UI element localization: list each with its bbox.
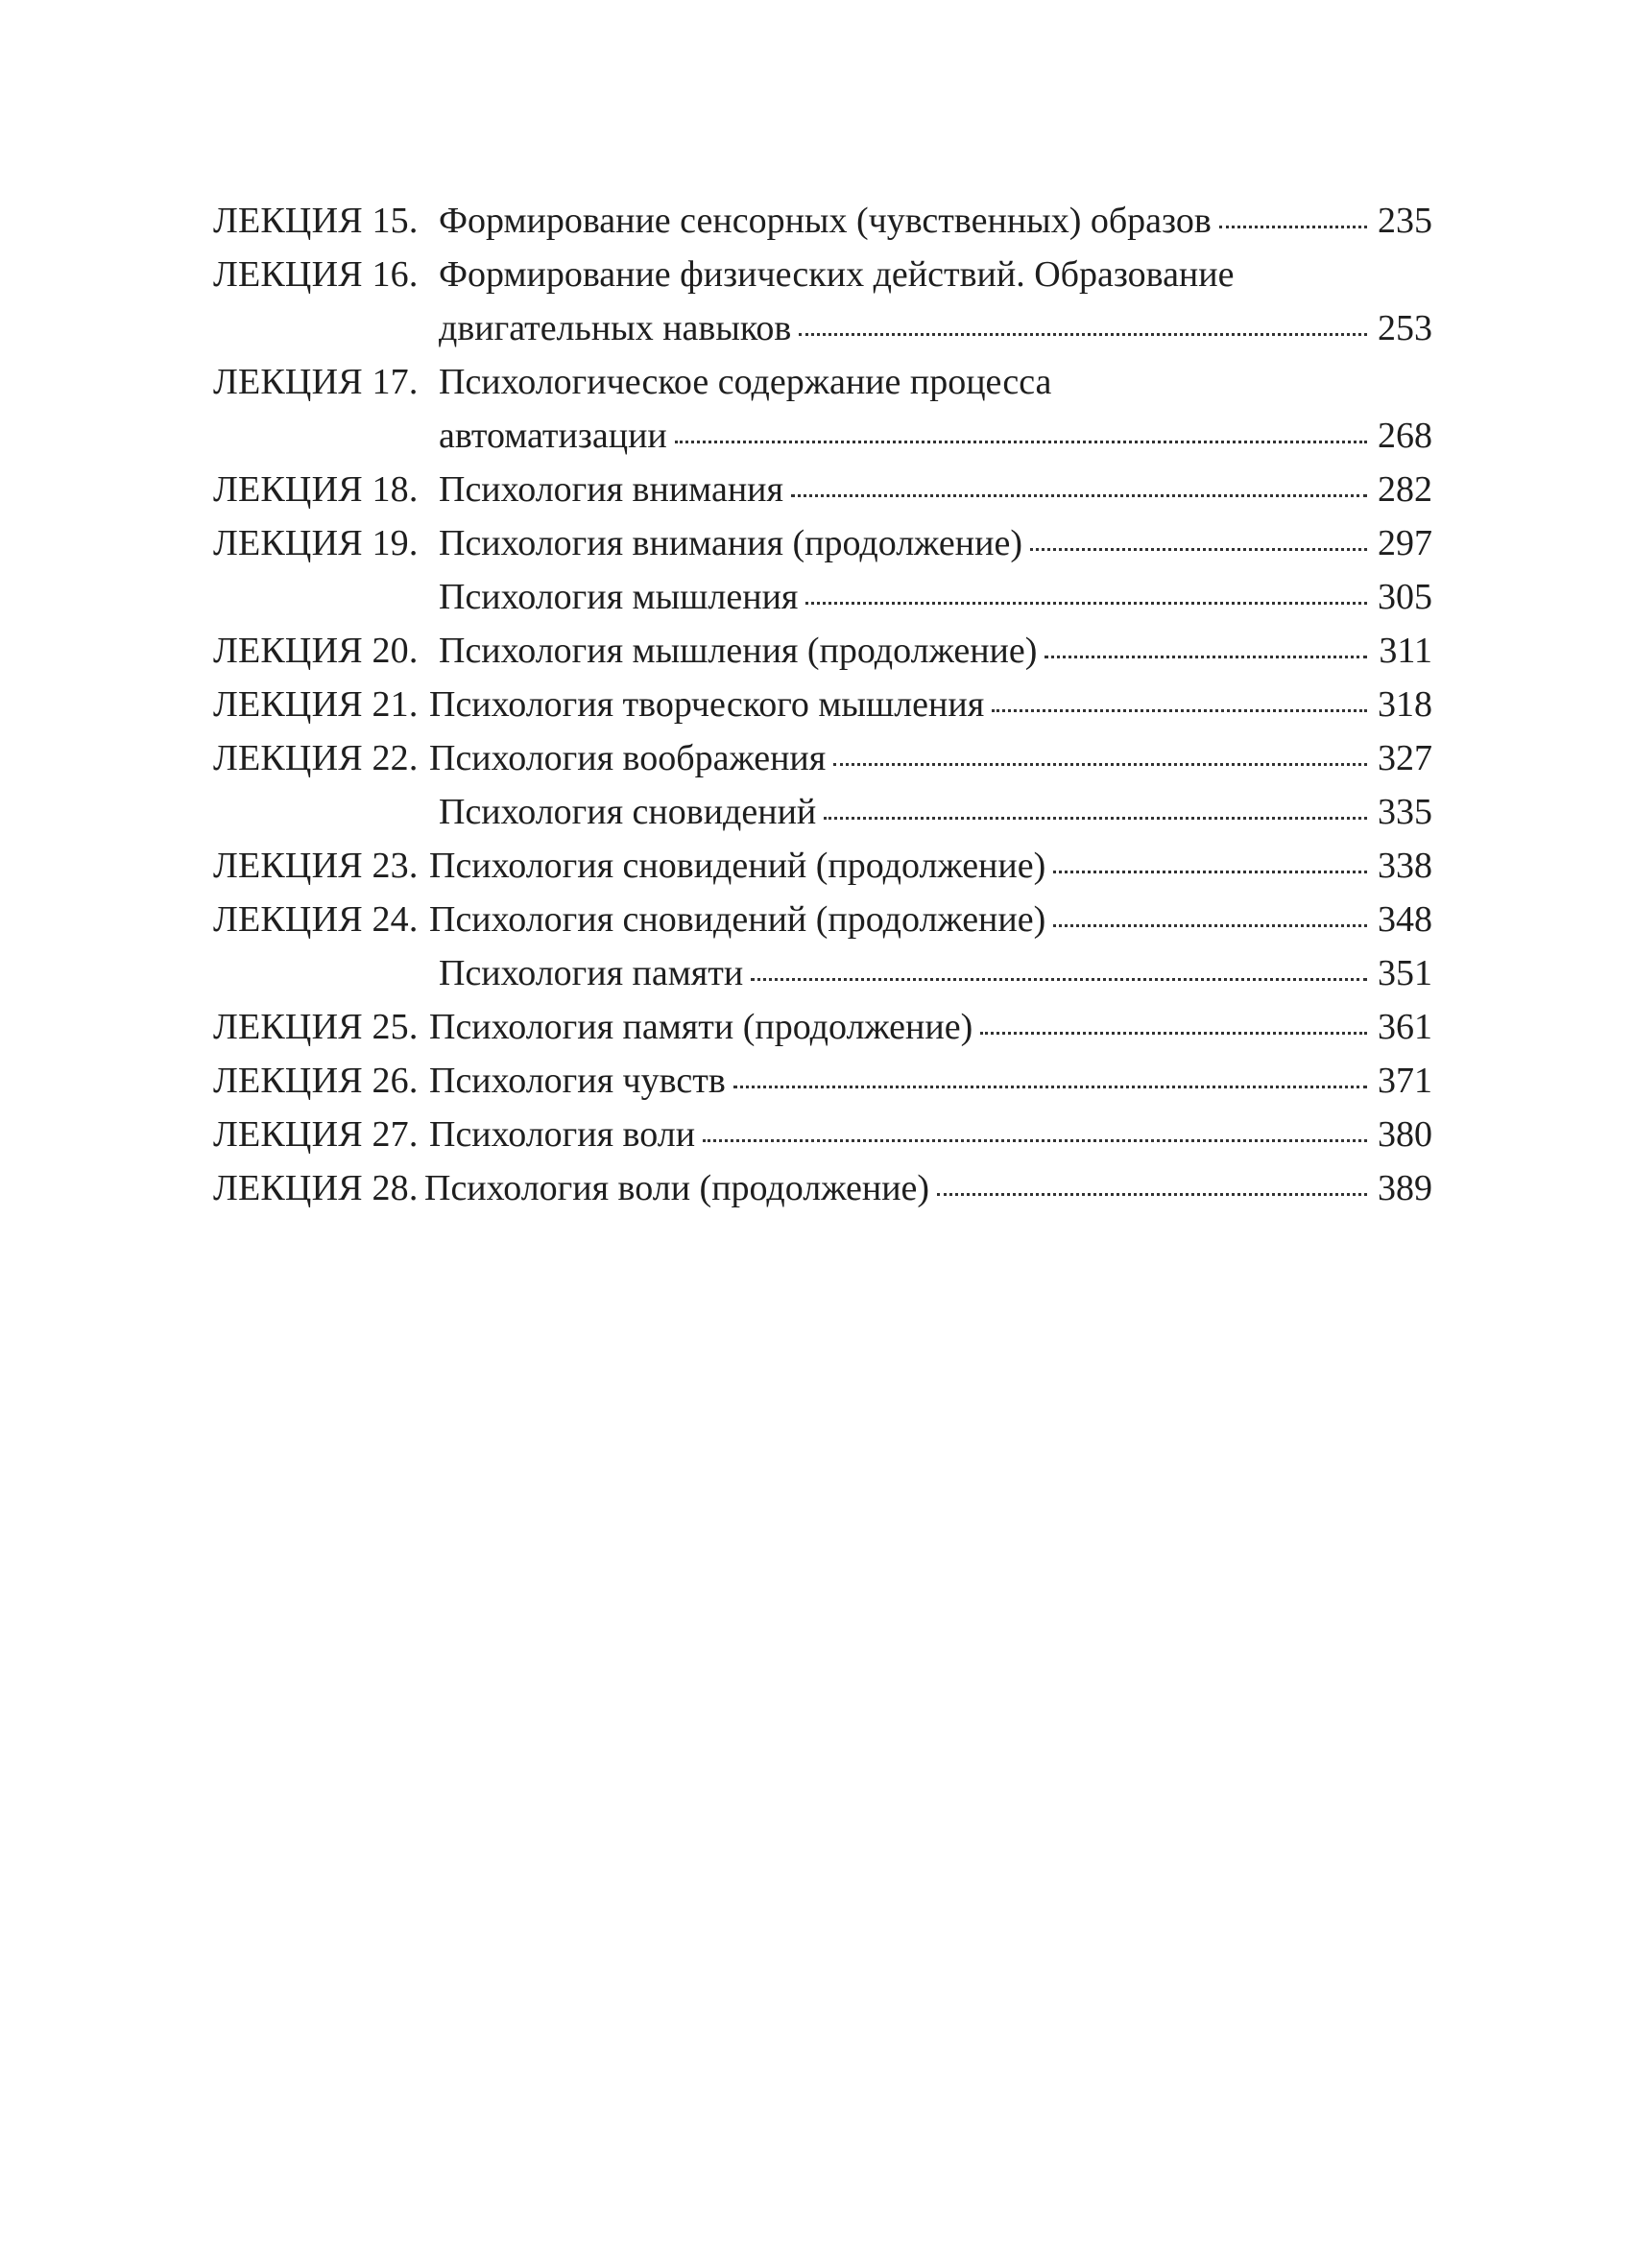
dot-leader xyxy=(1030,548,1367,551)
dot-leader xyxy=(733,1086,1367,1088)
page-number: 380 xyxy=(1378,1114,1432,1155)
entry-title-continued: двигательных навыков xyxy=(439,308,792,348)
page-number: 305 xyxy=(1378,577,1432,617)
page-number: 253 xyxy=(1378,308,1432,348)
lecture-label: ЛЕКЦИЯ 20. xyxy=(213,631,419,671)
entry-title: Психология сновидений xyxy=(439,792,817,832)
dot-leader xyxy=(992,709,1367,712)
toc-entry-continuation[interactable] xyxy=(213,409,1432,463)
lecture-label: ЛЕКЦИЯ 23. xyxy=(213,846,419,886)
dot-leader xyxy=(833,763,1367,766)
lecture-label: ЛЕКЦИЯ 26. xyxy=(213,1061,419,1101)
page-number: 361 xyxy=(1378,1007,1432,1047)
toc-entry[interactable] xyxy=(213,1054,1432,1108)
toc-entry[interactable] xyxy=(213,355,1432,409)
page-number: 371 xyxy=(1378,1061,1432,1101)
entry-title: Психология внимания (продолжение) xyxy=(439,523,1022,563)
toc-entry[interactable] xyxy=(213,194,1432,248)
entry-title: Психология воображения xyxy=(429,738,827,778)
dot-leader xyxy=(824,817,1367,820)
lecture-label: ЛЕКЦИЯ 18. xyxy=(213,469,419,510)
page-number: 297 xyxy=(1378,523,1432,563)
dot-leader xyxy=(1053,924,1367,927)
lecture-label: ЛЕКЦИЯ 27. xyxy=(213,1114,419,1155)
dot-leader xyxy=(1045,656,1367,658)
entry-title: Психология памяти xyxy=(439,953,744,993)
entry-title: Формирование физических действий. Образование xyxy=(439,254,1235,295)
toc-entry[interactable] xyxy=(213,839,1432,893)
toc-entry[interactable] xyxy=(213,678,1432,731)
dot-leader xyxy=(937,1193,1367,1196)
page-number: 318 xyxy=(1378,684,1432,725)
lecture-label: ЛЕКЦИЯ 25. xyxy=(213,1007,419,1047)
entry-title: Психология сновидений (продолжение) xyxy=(429,899,1046,940)
page-number: 351 xyxy=(1378,953,1432,993)
lecture-label: ЛЕКЦИЯ 28. xyxy=(213,1168,419,1208)
entry-title: Психологическое содержание процесса xyxy=(439,362,1052,402)
page-number: 335 xyxy=(1378,792,1432,832)
entry-title: Психология внимания xyxy=(439,469,783,510)
page-number: 389 xyxy=(1378,1168,1432,1208)
toc-entry[interactable] xyxy=(213,731,1432,785)
entry-title: Психология воли xyxy=(429,1114,696,1155)
table-of-contents xyxy=(213,194,1432,1215)
page-number: 282 xyxy=(1378,469,1432,510)
dot-leader xyxy=(751,978,1367,981)
lecture-label: ЛЕКЦИЯ 22. xyxy=(213,738,419,778)
toc-entry[interactable] xyxy=(213,1108,1432,1161)
entry-title: Психология творческого мышления xyxy=(429,684,985,725)
entry-title: Психология сновидений (продолжение) xyxy=(429,846,1046,886)
toc-subentry[interactable] xyxy=(213,946,1432,1000)
dot-leader xyxy=(675,441,1367,443)
lecture-label: ЛЕКЦИЯ 24. xyxy=(213,899,419,940)
entry-title: Формирование сенсорных (чувственных) образов xyxy=(439,201,1212,241)
dot-leader xyxy=(805,602,1367,605)
entry-title: Психология мышления xyxy=(439,577,799,617)
toc-entry-continuation[interactable] xyxy=(213,301,1432,355)
toc-subentry[interactable] xyxy=(213,570,1432,624)
entry-title: Психология памяти (продолжение) xyxy=(429,1007,973,1047)
toc-entry[interactable] xyxy=(213,893,1432,946)
toc-entry[interactable] xyxy=(213,516,1432,570)
dot-leader xyxy=(799,333,1367,336)
dot-leader xyxy=(791,494,1367,497)
dot-leader xyxy=(980,1032,1367,1035)
entry-title: Психология воли (продолжение) xyxy=(424,1168,930,1208)
toc-entry[interactable] xyxy=(213,624,1432,678)
lecture-label: ЛЕКЦИЯ 16. xyxy=(213,254,419,295)
lecture-label: ЛЕКЦИЯ 17. xyxy=(213,362,419,402)
lecture-label: ЛЕКЦИЯ 19. xyxy=(213,523,419,563)
dot-leader xyxy=(703,1139,1367,1142)
dot-leader xyxy=(1053,871,1367,873)
toc-entry[interactable] xyxy=(213,248,1432,301)
page-number: 338 xyxy=(1378,846,1432,886)
page-number: 311 xyxy=(1379,631,1432,671)
toc-entry[interactable] xyxy=(213,1161,1432,1215)
page-number: 268 xyxy=(1378,416,1432,456)
toc-entry[interactable] xyxy=(213,463,1432,516)
page-number: 348 xyxy=(1378,899,1432,940)
toc-entry[interactable] xyxy=(213,1000,1432,1054)
page-number: 235 xyxy=(1378,201,1432,241)
lecture-label: ЛЕКЦИЯ 15. xyxy=(213,201,419,241)
entry-title-continued: автоматизации xyxy=(439,416,667,456)
page-number: 327 xyxy=(1378,738,1432,778)
toc-subentry[interactable] xyxy=(213,785,1432,839)
lecture-label: ЛЕКЦИЯ 21. xyxy=(213,684,419,725)
entry-title: Психология мышления (продолжение) xyxy=(439,631,1038,671)
dot-leader xyxy=(1219,226,1367,228)
entry-title: Психология чувств xyxy=(429,1061,726,1101)
